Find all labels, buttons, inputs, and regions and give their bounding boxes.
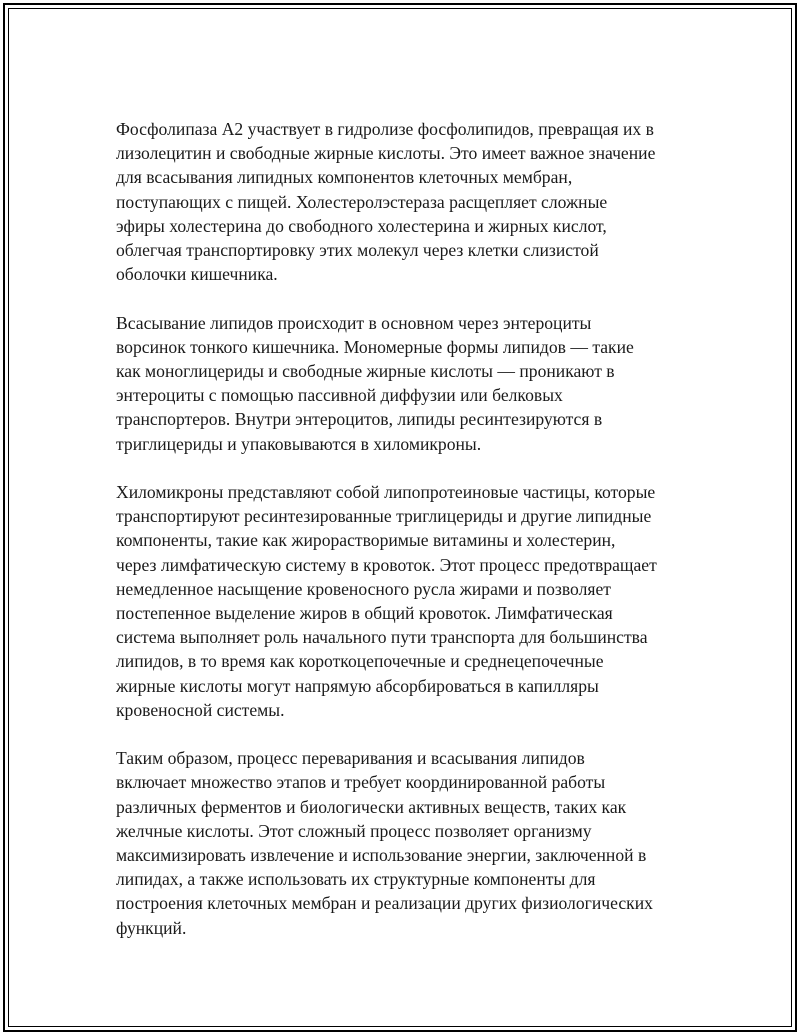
paragraph-chylomicrons [116, 480, 688, 722]
text-line: как моноглицериды и свободные жирные кислоты — проникают в [116, 361, 615, 382]
text-line: поступающих с пищей. Холестеролэстераза расщепляет сложные [116, 191, 608, 212]
text-line: Хиломикроны представляют собой липопротеиновые частицы, которые [116, 482, 656, 503]
text-line: Фосфолипаза A2 участвует в гидролизе фосфолипидов, превращая их в [116, 119, 654, 139]
document-body [116, 117, 688, 940]
text-line: транспортируют ресинтезированные триглицериды и другие липидные [116, 506, 652, 527]
text-line: липидах, а также использовать их структурные компоненты для [116, 869, 596, 890]
text-line: функций. [116, 917, 187, 938]
text-line: различных ферментов и биологически активных веществ, таких как [116, 796, 627, 817]
text-line: триглицериды и упаковываются в хиломикроны. [116, 433, 482, 454]
paragraph-phospholipase [116, 117, 688, 286]
text-line: оболочки кишечника. [116, 264, 278, 285]
text-line: Таким образом, процесс переваривания и всасывания липидов [116, 748, 585, 769]
text-line: для всасывания липидных компонентов клеточных мембран, [116, 167, 573, 188]
text-line: компоненты, такие как жирорастворимые витамины и холестерин, [116, 530, 616, 551]
text-line: ворсинок тонкого кишечника. Мономерные формы липидов — такие [116, 336, 634, 357]
text-line: кровеносной системы. [116, 699, 285, 720]
text-line: максимизировать извлечение и использование энергии, заключенной в [116, 845, 647, 866]
text-line: облегчая транспортировку этих молекул через клетки слизистой [116, 240, 599, 261]
paragraph-absorption [116, 311, 688, 456]
text-line: лизолецитин и свободные жирные кислоты. Это имеет важное значение [116, 143, 656, 164]
text-line: транспортеров. Внутри энтероцитов, липиды ресинтезируются в [116, 409, 603, 430]
text-line: немедленное насыщение кровеносного русла жирами и позволяет [116, 578, 611, 599]
text-line: через лимфатическую систему в кровоток. Этот процесс предотвращает [116, 554, 657, 575]
paragraph-conclusion [116, 746, 688, 940]
text-line: постепенное выделение жиров в общий кровоток. Лимфатическая [116, 603, 613, 624]
text-line: желчные кислоты. Этот сложный процесс позволяет организму [116, 820, 592, 841]
text-line: Всасывание липидов происходит в основном через энтероциты [116, 312, 592, 333]
text-line: энтероциты с помощью пассивной диффузии или белковых [116, 385, 563, 406]
text-line: построения клеточных мембран и реализации других физиологических [116, 893, 653, 914]
text-line: липидов, в то время как короткоцепочечные и среднецепочечные [116, 651, 604, 672]
text-line: жирные кислоты могут напрямую абсорбироваться в капилляры [116, 675, 599, 696]
text-line: эфиры холестерина до свободного холестерина и жирных кислот, [116, 215, 607, 236]
text-line: включает множество этапов и требует координированной работы [116, 772, 606, 793]
text-line: система выполняет роль начального пути транспорта для большинства [116, 627, 648, 648]
